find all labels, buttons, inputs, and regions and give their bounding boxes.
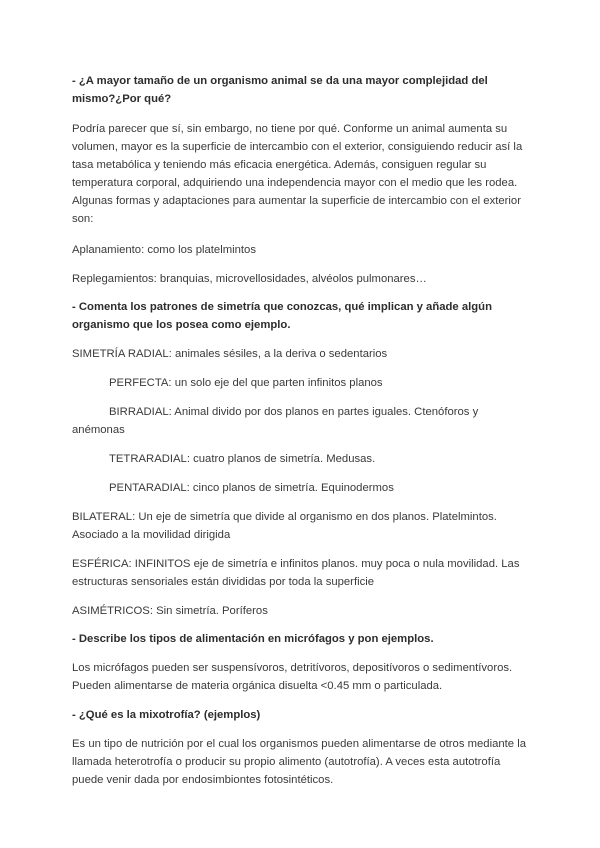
adaptation-replegamientos: Replegamientos: branquias, microvellosidades, alvéolos pulmonares… [72,273,427,285]
question-symmetry: - Comenta los patrones de simetría que conozcas, qué implican y añade algún organismo que los posea como ejemplo. [72,301,492,331]
symmetry-radial: SIMETRÍA RADIAL: animales sésiles, a la deriva o sedentarios [72,348,388,360]
symmetry-radial-pentaradial: PENTARADIAL: cinco planos de simetría. Equinodermos [109,482,394,494]
symmetry-bilateral: BILATERAL: Un eje de simetría que divide al organismo en dos planos. Platelmintos. Asociado a la movilidad dirigida [72,511,497,541]
answer-mixotrofia: Es un tipo de nutrición por el cual los organismos pueden alimentarse de otros mediante la llamada heterotrofía o producir su propio alimento (autotrofía). A veces esta autotrofía puede venir dada por endosimbiontes fotosintéticos. [72,738,527,786]
adaptation-aplanamiento: Aplanamiento: como los platelmintos [72,244,256,256]
answer-microfagos: Los micrófagos pueden ser suspensívoros, detritívoros, depositívoros o sedimentívoros. Pueden alimentarse de materia orgánica disuelta <0.45 mm o particulada. [72,662,513,692]
symmetry-radial-perfecta: PERFECTA: un solo eje del que parten infinitos planos [109,377,383,389]
answer-size-complexity: Podría parecer que sí, sin embargo, no tiene por qué. Conforme un animal aumenta su volumen, mayor es la superficie de intercambio con el exterior, consiguiendo reducir así la tasa metabólica y teniendo más eficacia energética. Además, consiguen regular su temperatura corporal, adquiriendo una independencia mayor con el medio que les rodea. Algunas formas y adaptaciones para aumentar la superficie de intercambio con el exterior son: [72,123,523,225]
question-mixotrofia: - ¿Qué es la mixotrofía? (ejemplos) [72,709,261,721]
question-microfagos: - Describe los tipos de alimentación en micrófagos y pon ejemplos. [72,633,434,645]
question-size-complexity: - ¿A mayor tamaño de un organismo animal se da una mayor complejidad del mismo?¿Por qué? [72,75,488,105]
symmetry-esferica: ESFÉRICA: INFINITOS eje de simetría e infinitos planos. muy poca o nula movilidad. Las estructuras sensoriales están divididas por toda la superficie [72,558,520,588]
symmetry-radial-birradial: BIRRADIAL: Animal divido por dos planos en partes iguales. Ctenóforos y anémonas [72,406,479,436]
symmetry-radial-tetraradial: TETRARADIAL: cuatro planos de simetría. Medusas. [109,453,376,465]
document-page [72,72,534,789]
symmetry-asimetricos: ASIMÉTRICOS: Sin simetría. Poríferos [72,605,268,617]
